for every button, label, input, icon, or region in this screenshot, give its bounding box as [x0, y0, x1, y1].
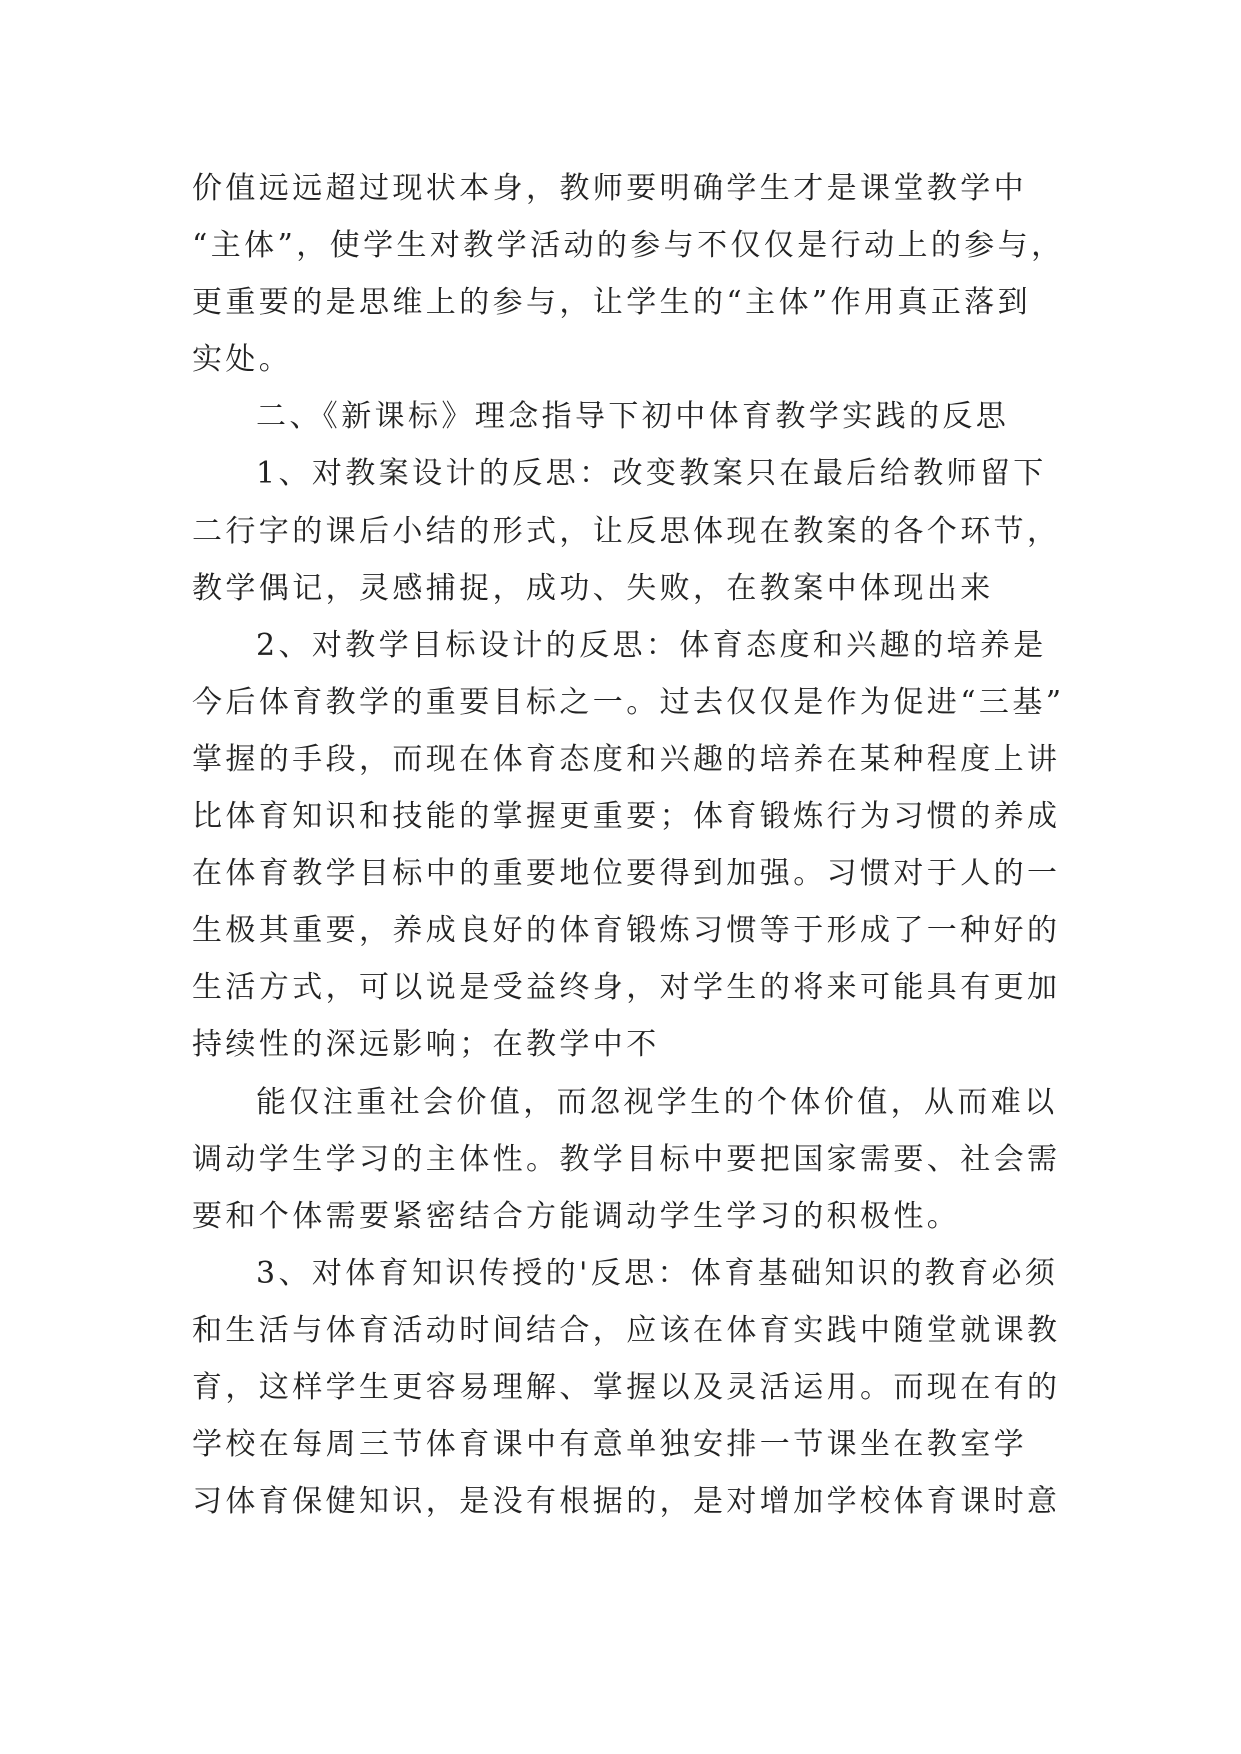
text-line: 生极其重要，养成良好的体育锻炼习惯等于形成了一种好的	[192, 913, 1061, 949]
text-line: 掌握的手段，而现在体育态度和兴趣的培养在某种程度上讲	[192, 741, 1061, 777]
text-line: 学校在每周三节体育课中有意单独安排一节课坐在教室学	[192, 1427, 1027, 1463]
text-line: 3、对体育知识传授的'反思：体育基础知识的教育必须	[256, 1255, 1059, 1291]
text-line: 持续性的深远影响；在教学中不	[192, 1027, 660, 1063]
text-line: 实处。	[192, 342, 293, 378]
text-line: 今后体育教学的重要目标之一。过去仅仅是作为促进“三基”	[192, 684, 1065, 720]
text-line: 能仅注重社会价值，而忽视学生的个体价值，从而难以	[256, 1084, 1058, 1120]
text-line: 在体育教学目标中的重要地位要得到加强。习惯对于人的一	[192, 856, 1061, 892]
text-line: 二行字的课后小结的形式，让反思体现在教案的各个环节，	[192, 513, 1061, 549]
text-line: 1、对教案设计的反思：改变教案只在最后给教师留下	[256, 456, 1047, 492]
text-line: 育，这样学生更容易理解、掌握以及灵活运用。而现在有的	[192, 1369, 1061, 1405]
text-line: “主体”，使学生对教学活动的参与不仅仅是行动上的参与，	[192, 228, 1065, 264]
section-heading: 二、《新课标》理念指导下初中体育教学实践的反思	[256, 399, 1010, 435]
text-line: 习体育保健知识，是没有根据的，是对增加学校体育课时意	[192, 1484, 1061, 1520]
text-line: 要和个体需要紧密结合方能调动学生学习的积极性。	[192, 1198, 961, 1234]
text-line: 价值远远超过现状本身，教师要明确学生才是课堂教学中	[192, 171, 1027, 206]
text-line: 比体育知识和技能的掌握更重要；体育锻炼行为习惯的养成	[192, 799, 1061, 835]
text-line: 更重要的是思维上的参与，让学生的“主体”作用真正落到	[192, 285, 1032, 321]
text-line: 生活方式，可以说是受益终身，对学生的将来可能具有更加	[192, 970, 1061, 1006]
text-line: 教学偶记，灵感捕捉，成功、失败，在教案中体现出来	[192, 570, 994, 606]
text-line: 2、对教学目标设计的反思：体育态度和兴趣的培养是	[256, 627, 1047, 663]
text-line: 和生活与体育活动时间结合，应该在体育实践中随堂就课教	[192, 1312, 1061, 1348]
body-text	[192, 160, 1065, 1530]
text-line: 调动学生学习的主体性。教学目标中要把国家需要、社会需	[192, 1141, 1061, 1177]
